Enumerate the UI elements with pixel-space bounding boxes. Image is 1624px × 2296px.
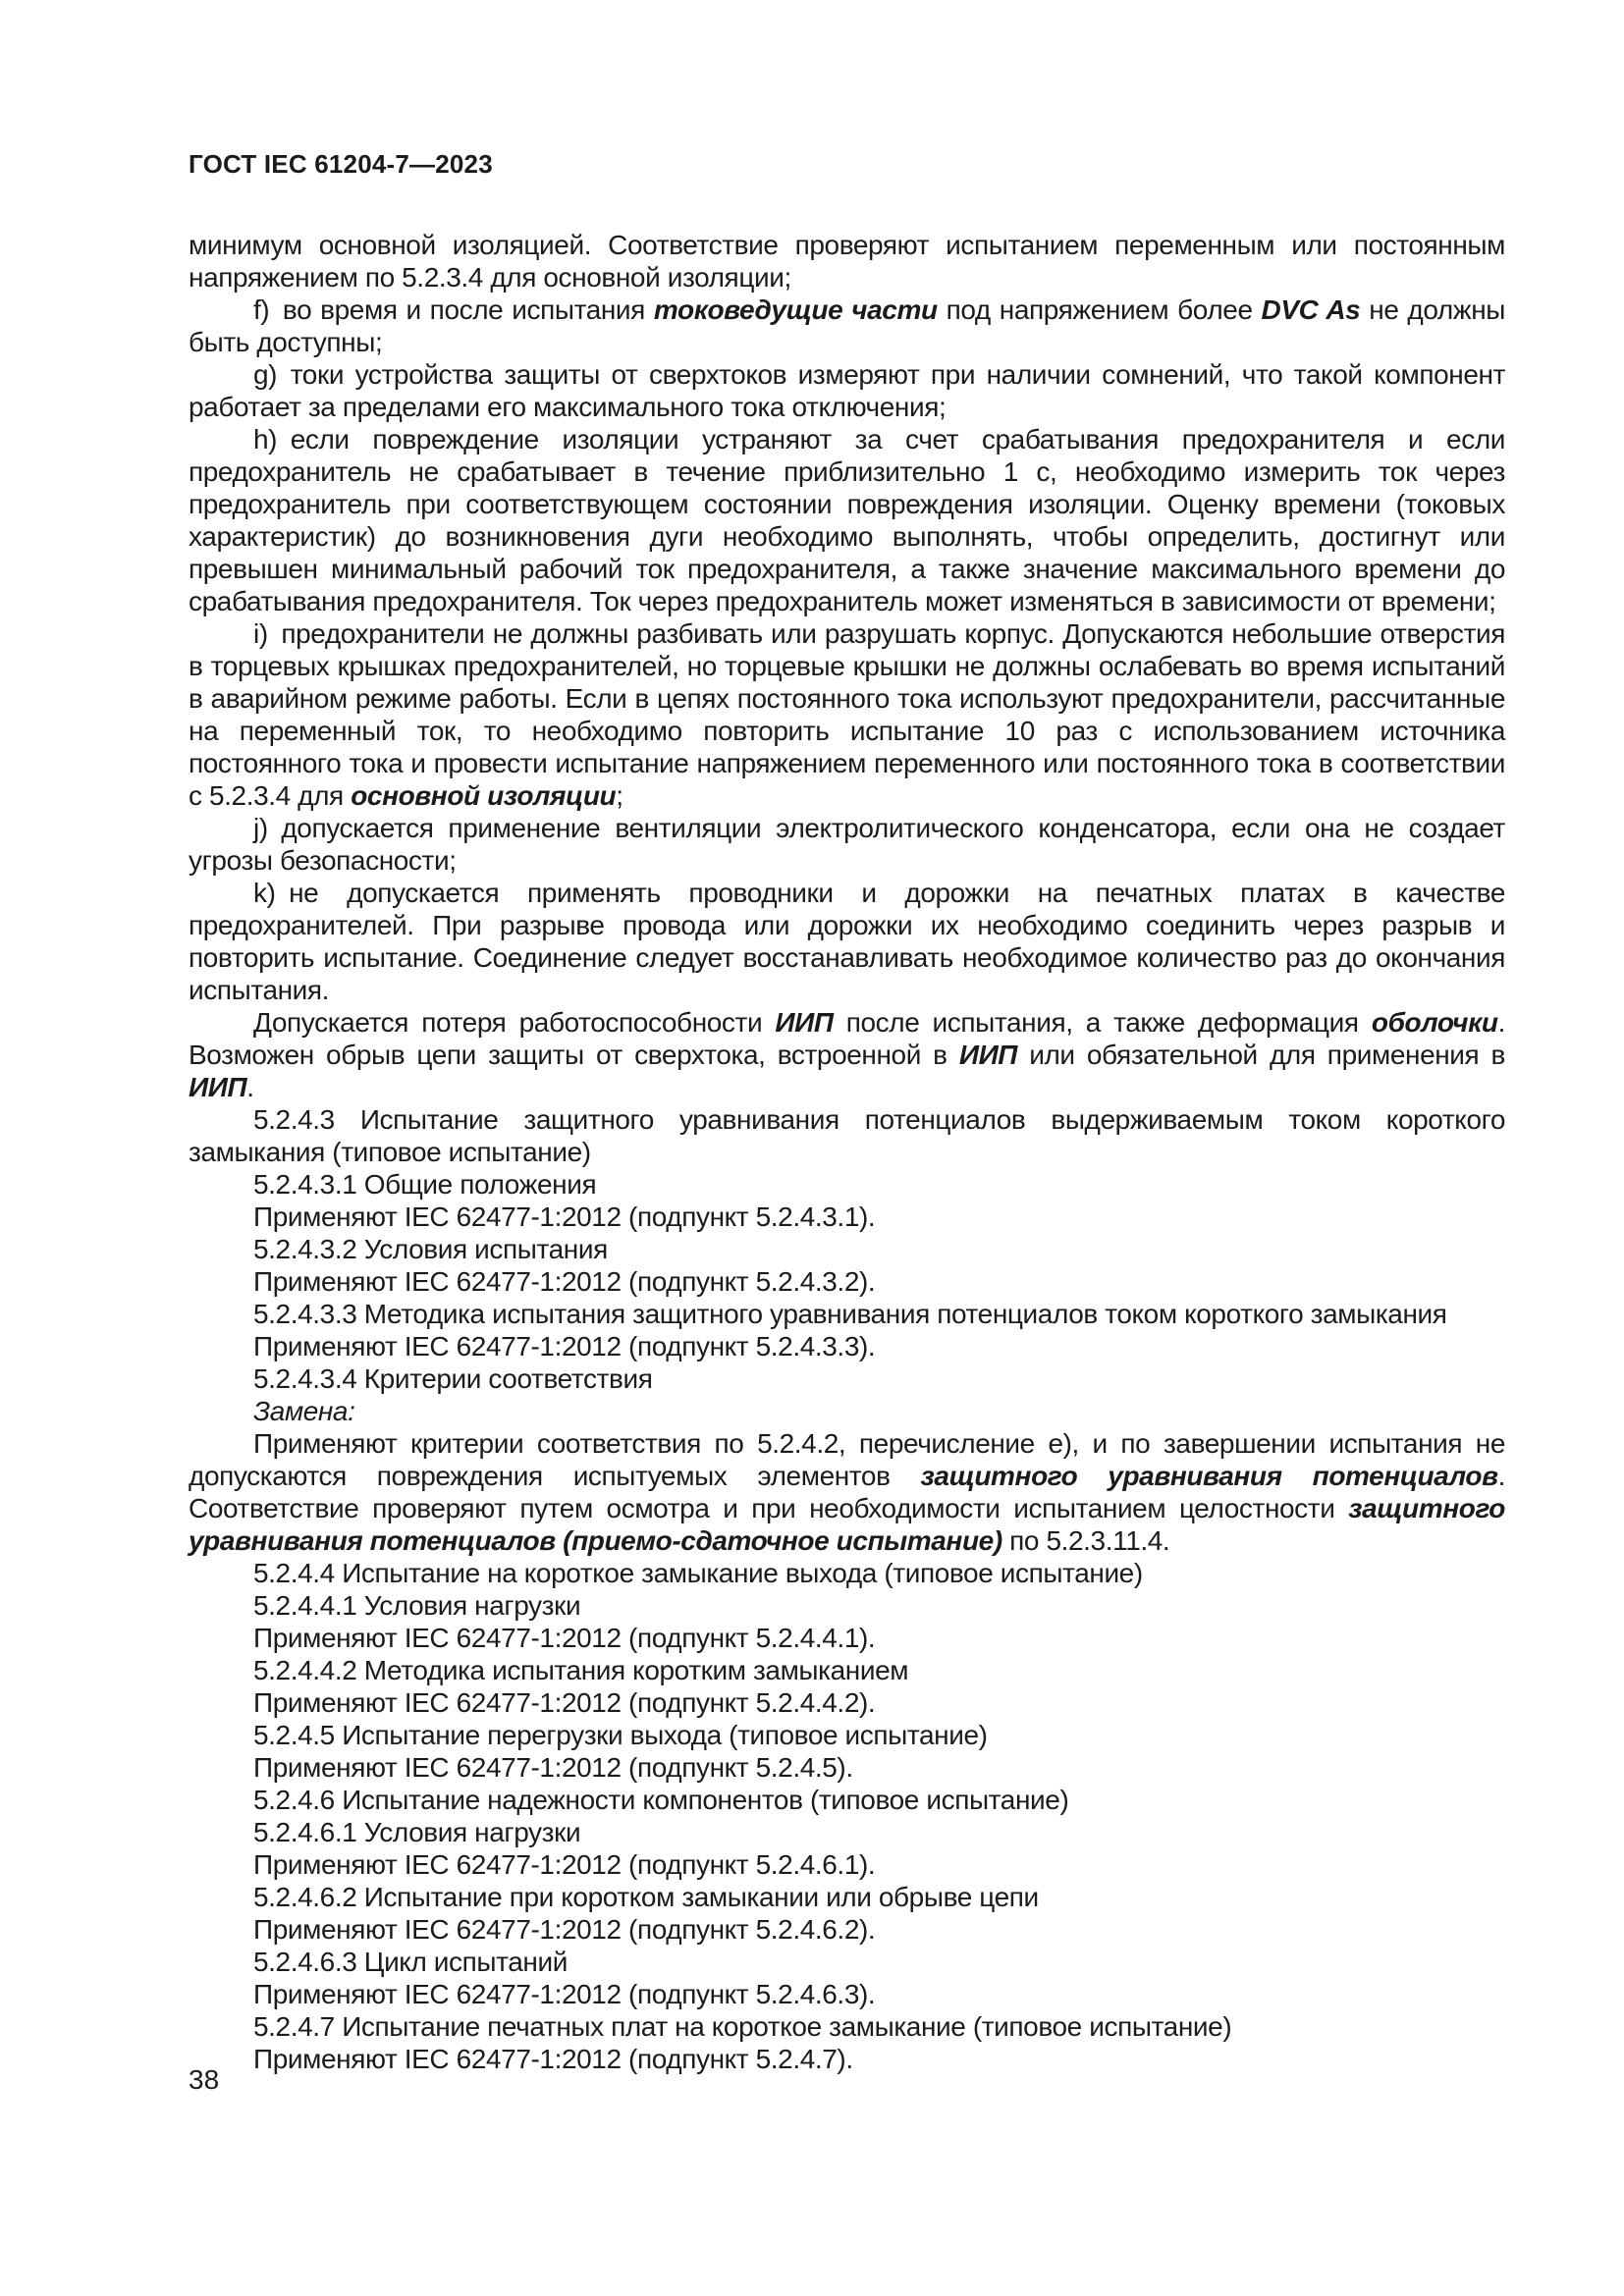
paragraph [189,1233,1505,1265]
text-run: защитного уравнивания потенциалов (приемо-сдаточное испытание) [189,1493,1505,1556]
text-run: или обязательной для применения в [1017,1040,1505,1070]
text-run: ИИП [775,1007,834,1038]
paragraph [189,1006,1505,1103]
text-run: оболочки [1371,1007,1498,1038]
text-run: 5.2.4.3 Испытание защитного уравнивания потенциалов выдерживаемым током короткого замыкания (типовое испытание) [189,1104,1505,1167]
text-run: 5.2.4.3.4 Критерии соответствия [253,1363,653,1394]
text-run: Замена: [253,1396,355,1426]
text-run: DVC As [1261,294,1361,325]
paragraph [189,1913,1505,1946]
text-run: Применяют критерии соответствия по 5.2.4.2, перечисление e), и по завершении испытания не допускаются повреждения испытуемых элементов [189,1428,1505,1491]
text-run: 5.2.4.3.1 Общие положения [253,1169,597,1200]
text-run: . Соответствие проверяют путем осмотра и при необходимости испытанием целостности [189,1461,1505,1523]
text-run: Применяют IEC 62477-1:2012 (подпункт 5.2.4.7). [253,2044,853,2074]
paragraph [189,1881,1505,1913]
text-run: Применяют IEC 62477-1:2012 (подпункт 5.2.4.3.1). [253,1201,876,1232]
paragraph [189,2010,1505,2043]
paragraph [189,1427,1505,1557]
text-run: 5.2.4.5 Испытание перегрузки выхода (типовое испытание) [253,1720,988,1750]
paragraph [189,1654,1505,1686]
document-body [189,229,1505,2075]
paragraph [189,1103,1505,1168]
text-run: Применяют IEC 62477-1:2012 (подпункт 5.2.4.3.3). [253,1331,876,1362]
text-run: Применяют IEC 62477-1:2012 (подпункт 5.2.4.4.1). [253,1623,876,1653]
paragraph [189,1168,1505,1201]
text-run: g) токи устройства защиты от сверхтоков измеряют при наличии сомнений, что такой компонент работает за пределами его максимального тока отключения; [189,359,1505,422]
paragraph [189,1686,1505,1719]
text-run: i) предохранители не должны разбивать или разрушать корпус. Допускаются небольшие отверстия в торцевых крышках предохранителей, но торцевые крышки не должны ослабевать во время испытаний в аварийном режиме работы. Если в цепях постоянного тока используют предохранители, рассчитанные на переменный ток, то необходимо повторить испытание 10 раз с использованием источника постоянного тока и провести испытание напряжением переменного или постоянного тока в соответствии с 5.2.3.4 для [189,618,1505,811]
paragraph [189,358,1505,423]
paragraph [189,1978,1505,2010]
text-run: Применяют IEC 62477-1:2012 (подпункт 5.2.4.6.3). [253,1979,876,2009]
text-run: после испытания, а также деформация [833,1007,1372,1038]
text-run: 5.2.4.6.2 Испытание при коротком замыкании или обрыве цепи [253,1882,1039,1912]
paragraph [189,1362,1505,1395]
paragraph [189,1557,1505,1589]
paragraph [189,1201,1505,1233]
text-run: Применяют IEC 62477-1:2012 (подпункт 5.2.4.6.1). [253,1849,876,1880]
text-run: 5.2.4.6 Испытание надежности компонентов (типовое испытание) [253,1785,1069,1815]
text-run: 5.2.4.4 Испытание на короткое замыкание выхода (типовое испытание) [253,1558,1143,1588]
text-run: 5.2.4.3.3 Методика испытания защитного уравнивания потенциалов током короткого замыкания [253,1299,1447,1329]
paragraph [189,877,1505,1006]
text-run: k) не допускается применять проводники и дорожки на печатных платах в качестве предохранителей. При разрыве провода или дорожки их необходимо соединить через разрыв и повторить испытание. Соединение следует восстанавливать необходимое количество раз до окончания испытания. [189,878,1505,1005]
paragraph [189,1751,1505,1784]
paragraph [189,1298,1505,1330]
text-run: по 5.2.3.11.4. [1001,1525,1170,1556]
text-run: Применяют IEC 62477-1:2012 (подпункт 5.2.4.6.2). [253,1914,876,1945]
paragraph [189,1784,1505,1816]
paragraph [189,1848,1505,1881]
text-run: . Возможен обрыв цепи защиты от сверхтока, встроенной в [189,1007,1505,1070]
paragraph [189,1395,1505,1427]
text-run: ИИП [958,1040,1018,1070]
text-run: 5.2.4.4.1 Условия нагрузки [253,1590,581,1621]
text-run: минимум основной изоляцией. Соответствие проверяют испытанием переменным или постоянным напряжением по 5.2.3.4 для основной изоляции; [189,230,1505,293]
running-header: ГОСТ IEC 61204-7—2023 [189,149,493,179]
paragraph [189,617,1505,812]
text-run: . [246,1072,254,1102]
text-run: j) допускается применение вентиляции электролитического конденсатора, если она не создает угрозы безопасности; [189,813,1505,876]
paragraph [189,1265,1505,1298]
text-run: под напряжением более [937,294,1262,325]
text-run: Допускается потеря работоспособности [253,1007,776,1038]
text-run: Применяют IEC 62477-1:2012 (подпункт 5.2.4.3.2). [253,1266,876,1297]
paragraph [189,423,1505,617]
text-run: ; [616,780,623,811]
text-run: не должны быть доступны; [189,294,1505,357]
paragraph [189,294,1505,358]
text-run: Применяют IEC 62477-1:2012 (подпункт 5.2.4.5). [253,1752,853,1783]
paragraph [189,1330,1505,1362]
paragraph [189,1946,1505,1978]
text-run: f) во время и после испытания [253,294,654,325]
text-run: h) если повреждение изоляции устраняют за счет срабатывания предохранителя и если предохранитель не срабатывает в течение приблизительно 1 с, необходимо измерить ток через предохранитель при соответствующем состоянии повреждения изоляции. Оценку времени (токовых характеристик) до возникновения дуги необходимо выполнять, чтобы определить, достигнут или превышен минимальный рабочий ток предохранителя, а также значение максимального времени до срабатывания предохранителя. Ток через предохранитель может изменяться в зависимости от времени; [189,424,1505,616]
text-run: токоведущие части [653,294,938,325]
paragraph [189,2043,1505,2075]
text-run: 5.2.4.4.2 Методика испытания коротким замыканием [253,1655,909,1685]
paragraph [189,1622,1505,1654]
paragraph [189,1589,1505,1622]
text-run: основной изоляции [351,780,617,811]
paragraph [189,1719,1505,1751]
text-run: защитного уравнивания потенциалов [920,1461,1498,1491]
paragraph [189,229,1505,294]
text-run: 5.2.4.6.1 Условия нагрузки [253,1817,581,1847]
text-run: 5.2.4.6.3 Цикл испытаний [253,1947,568,1977]
text-run: 5.2.4.3.2 Условия испытания [253,1234,608,1264]
text-run: ИИП [189,1072,247,1102]
paragraph [189,1816,1505,1848]
page-number: 38 [189,2064,220,2095]
text-run: Применяют IEC 62477-1:2012 (подпункт 5.2.4.4.2). [253,1687,876,1718]
text-run: 5.2.4.7 Испытание печатных плат на короткое замыкание (типовое испытание) [253,2011,1232,2042]
paragraph [189,812,1505,877]
